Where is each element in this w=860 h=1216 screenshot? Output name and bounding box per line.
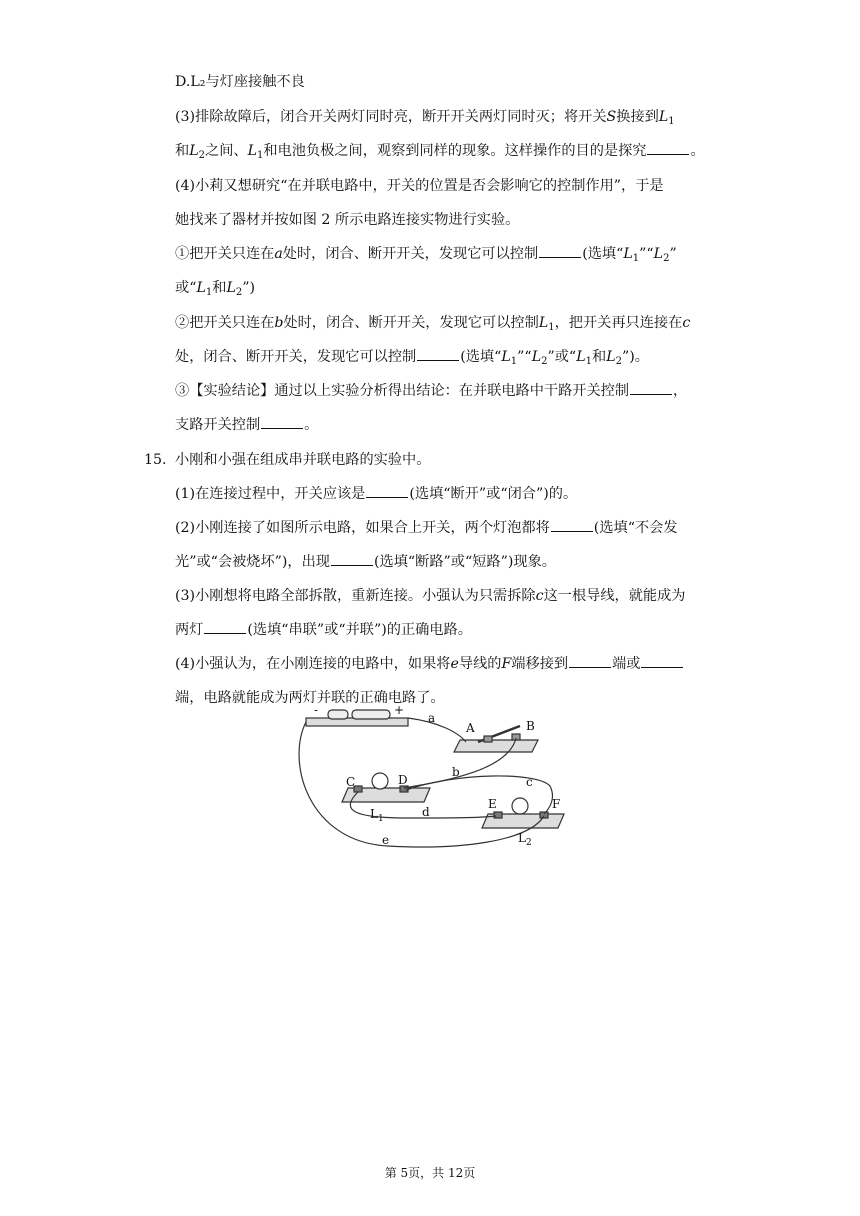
q15-part4-line2: 端，电路就能成为两灯并联的正确电路了。 — [175, 690, 445, 706]
lamp-l1-label: $L_1$ — [370, 807, 384, 824]
q15-stem: 小刚和小强在组成串并联电路的实验中。 — [175, 452, 431, 468]
q15-part3-line2: 两灯 (选填“串联”或“并联”)的正确电路。 — [175, 622, 472, 638]
answer-blank[interactable] — [417, 348, 459, 361]
battery-plus-label: + — [394, 703, 405, 717]
page-footer: 第 5页，共 12页 — [384, 1166, 476, 1180]
wire-a — [408, 718, 466, 742]
answer-blank[interactable] — [366, 485, 408, 498]
q15-part4-line1: (4)小强认为，在小刚连接的电路中，如果将e导线的F端移接到 端或 — [175, 654, 684, 674]
question-number: 15. — [144, 452, 167, 468]
wire-e-label: e — [382, 833, 390, 847]
q14-part3-line2: 和$L_2$之间、$L_1$和电池负极之间，观察到同样的现象。这样操作的目的是探究 。 — [175, 143, 705, 161]
answer-blank[interactable] — [539, 245, 581, 258]
switch-base — [454, 740, 538, 752]
answer-blank[interactable] — [551, 519, 593, 532]
wire-b-label: b — [452, 765, 460, 779]
q14-part3-line1: (3)排除故障后，闭合开关两灯同时亮，断开开关两灯同时灭；将开关S换接到$L_1$ — [175, 109, 675, 127]
q15-part2-line1: (2)小刚连接了如图所示电路，如果合上开关，两个灯泡都将 (选填“不会发 — [175, 520, 678, 536]
switch-terminal — [484, 736, 492, 742]
answer-blank[interactable] — [569, 655, 611, 668]
answer-blank[interactable] — [647, 142, 689, 155]
q14-step2-line2: 处，闭合、断开开关，发现它可以控制 (选填“$L_1”“L_2$”或“$L_1$和$L_2$”)。 — [175, 349, 649, 367]
terminal-c-label: C — [346, 775, 356, 789]
q14-step3-line1: ③【实验结论】通过以上实验分析得出结论：在并联电路中干路开关控制 ， — [175, 383, 688, 399]
q15-part3-line1: (3)小刚想将电路全部拆散，重新连接。小强认为只需拆除c这一根导线，就能成为 — [175, 588, 686, 604]
terminal-d-label: D — [398, 773, 408, 787]
q15-part1: (1)在连接过程中，开关应该是 (选填“断开”或“闭合”)的。 — [175, 486, 578, 502]
q14-step2-line1: ②把开关只连在b处时，闭合、断开开关，发现它可以控制$L_1$，把开关再只连接在c — [175, 315, 691, 333]
wire-c-label: c — [526, 775, 533, 789]
option-d — [175, 72, 305, 92]
q14-step1-line2: 或“$L_1$和$L_2$”) — [175, 280, 256, 298]
terminal-e-label: E — [488, 797, 497, 811]
terminal-a-label: A — [466, 721, 475, 735]
terminal — [354, 786, 362, 792]
q14-part4-line2: 她找来了器材并按如图 2 所示电路连接实物进行实验。 — [175, 212, 520, 228]
terminal-f-label: F — [552, 797, 561, 811]
option-d-text: D.L₂与灯座接触不良 — [175, 74, 305, 90]
lamp-l2-bulb — [512, 798, 528, 814]
answer-blank[interactable] — [630, 382, 672, 395]
lamp-l2-label: $L_2$ — [518, 831, 532, 848]
battery-minus-label: - — [314, 703, 319, 717]
battery-cell — [352, 710, 390, 719]
answer-blank[interactable] — [261, 416, 303, 429]
terminal-b-label: B — [526, 719, 535, 733]
battery-cell — [328, 710, 348, 719]
answer-blank[interactable] — [641, 655, 683, 668]
answer-blank[interactable] — [331, 553, 373, 566]
lamp-l1-bulb — [372, 773, 388, 789]
wire-d-label: d — [422, 805, 430, 819]
terminal — [494, 812, 502, 818]
wire-a-label: a — [428, 711, 436, 725]
q14-part4-line1: (4)小莉又想研究“在并联电路中，开关的位置是否会影响它的控制作用”，于是 — [175, 178, 664, 194]
circuit-diagram — [288, 702, 570, 852]
q15-part2-line2: 光”或“会被烧坏”)，出现 (选填“断路”或“短路”)现象。 — [175, 554, 556, 570]
q14-step3-line2: 支路开关控制 。 — [175, 417, 319, 433]
q14-step1-line1: ①把开关只连在a处时，闭合、断开开关，发现它可以控制 (选填“$L_1”“L_2$” — [175, 246, 677, 264]
answer-blank[interactable] — [204, 621, 246, 634]
